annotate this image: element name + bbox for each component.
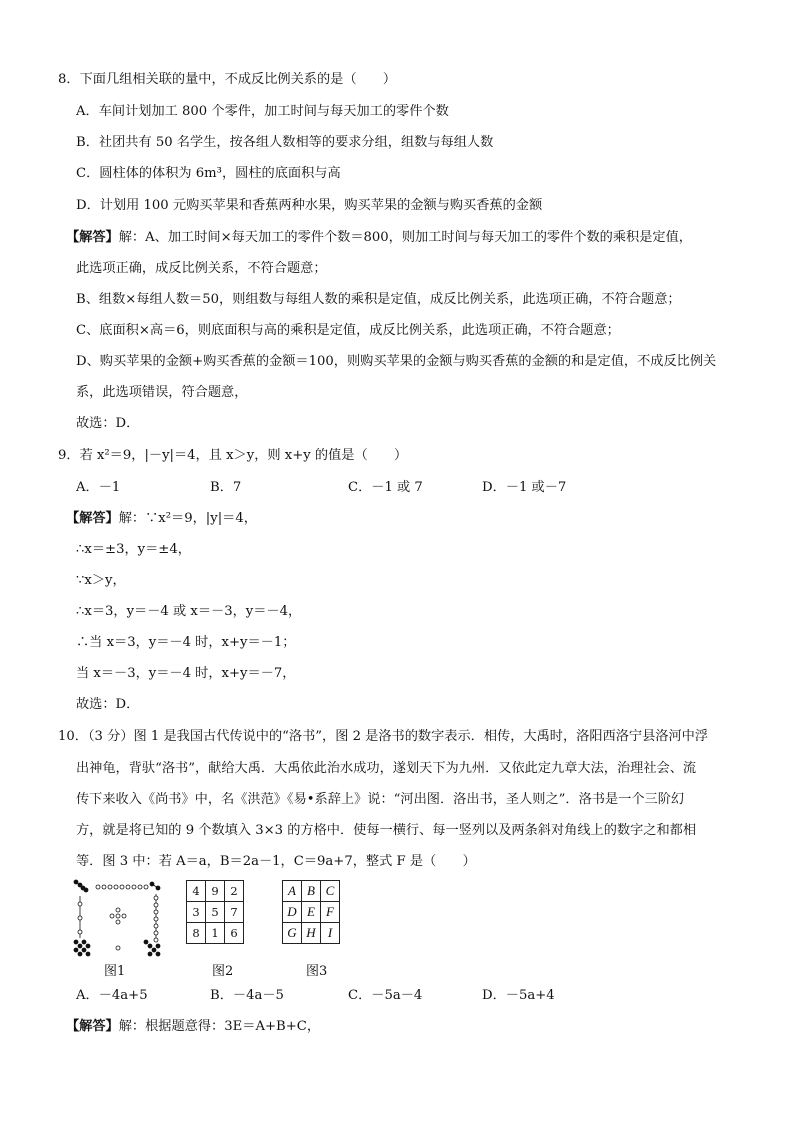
q9-answer-line-7: 故选：D． [76, 697, 140, 712]
q9-option-c: C．－1 或 7 [348, 480, 423, 495]
q9-answer-line-4: ∴x＝3，y＝－4 或 x＝－3，y＝－4， [76, 604, 302, 619]
answer-tag: 【解答】 [66, 1019, 119, 1034]
q8-answer-line-4: C、底面积×高＝6，则底面积与高的乘积是定值，成反比例关系，此选项正确，不符合题意； [76, 323, 620, 338]
q8-stem: 8．下面几组相关联的量中，不成反比例关系的是（ ） [58, 72, 397, 87]
q9-option-d: D．－1 或－7 [482, 480, 567, 495]
q8-option-d: D．计划用 100 元购买苹果和香蕉两种水果，购买苹果的金额与购买香蕉的金额 [76, 198, 543, 213]
q10-stem-line-5: 等．图 3 中：若 A＝a，B＝2a－1，C＝9a+7，整式 F 是（ ） [76, 854, 476, 869]
q10-stem-line-3: 传下来收入《尚书》中，名《洪范》《易•系辞上》说：“河出图．洛出书，圣人则之”．洛书是一个三阶幻 [76, 792, 685, 807]
q9-stem: 9．若 x²＝9，|－y|＝4，且 x＞y，则 x+y 的值是（ ） [58, 448, 408, 463]
q10-answer-line-1: 【解答】解：根据题意得：3E＝A+B+C， [66, 1019, 321, 1034]
letter-grid: A B C D E F G H I [282, 880, 340, 944]
q8-answer-line-3: B、组数×每组人数＝50，则组数与每组人数的乘积是定值，成反比例关系，此选项正确，不符合题意； [76, 292, 681, 307]
q10-option-d: D．－5a+4 [482, 988, 555, 1003]
answer-tag: 【解答】 [66, 511, 119, 526]
answer-tag: 【解答】 [66, 230, 119, 245]
q10-stem-line-1: 10．（3 分）图 1 是我国古代传说中的“洛书”，图 2 是洛书的数字表示．相传，大禹时，洛阳西洛宁县洛河中浮 [58, 729, 709, 744]
luoshu-figure [72, 878, 164, 958]
q8-answer-line-1: 【解答】解：A、加工时间×每天加工的零件个数＝800，则加工时间与每天加工的零件个数的乘积是定值， [66, 230, 692, 245]
q9-answer-line-3: ∵x＞y， [76, 573, 126, 588]
q10-stem-line-2: 出神龟，背驮“洛书”，献给大禹．大禹依此治水成功，遂划天下为九州．又依此定九章大法，治理社会、流 [76, 761, 697, 776]
q8-option-c: C．圆柱体的体积为 6m³，圆柱的底面积与高 [76, 166, 341, 181]
q9-answer-line-1: 【解答】解：∵x²＝9，|y|＝4， [66, 511, 257, 526]
q9-answer-line-6: 当 x＝－3，y＝－4 时，x+y＝－7， [76, 666, 296, 681]
q8-answer-line-2: 此选项正确，成反比例关系，不符合题意； [76, 261, 327, 276]
q9-answer-line-5: ∴当 x＝3，y＝－4 时，x+y＝－1； [76, 635, 296, 650]
q10-option-a: A．－4a+5 [76, 988, 148, 1003]
q8-answer-line-7: 故选：D． [76, 416, 140, 431]
q8-option-a: A．车间计划加工 800 个零件，加工时间与每天加工的零件个数 [76, 104, 449, 119]
q9-answer-line-2: ∴x＝±3，y＝±4， [76, 542, 191, 557]
luoshu-number-grid: 4 9 2 3 5 7 8 1 6 [186, 880, 244, 944]
figure3-caption: 图3 [306, 964, 328, 979]
q9-option-a: A．－1 [76, 480, 121, 495]
q10-stem-line-4: 方，就是将已知的 9 个数填入 3×3 的方格中．使每一横行、每一竖列以及两条斜对角线上的数字之和都相 [76, 823, 697, 838]
q10-option-b: B．－4a－5 [210, 988, 284, 1003]
figure2-caption: 图2 [212, 964, 234, 979]
figure1-caption: 图1 [104, 964, 126, 979]
q8-option-b: B．社团共有 50 名学生，按各组人数相等的要求分组，组数与每组人数 [76, 135, 494, 150]
q10-option-c: C．－5a－4 [348, 988, 423, 1003]
q8-answer-line-6: 系，此选项错误，符合题意， [76, 385, 248, 400]
q9-option-b: B．7 [210, 480, 242, 495]
q8-answer-line-5: D、购买苹果的金额+购买香蕉的金额＝100，则购买苹果的金额与购买香蕉的金额的和是定值，不成反比例关 [76, 354, 717, 369]
